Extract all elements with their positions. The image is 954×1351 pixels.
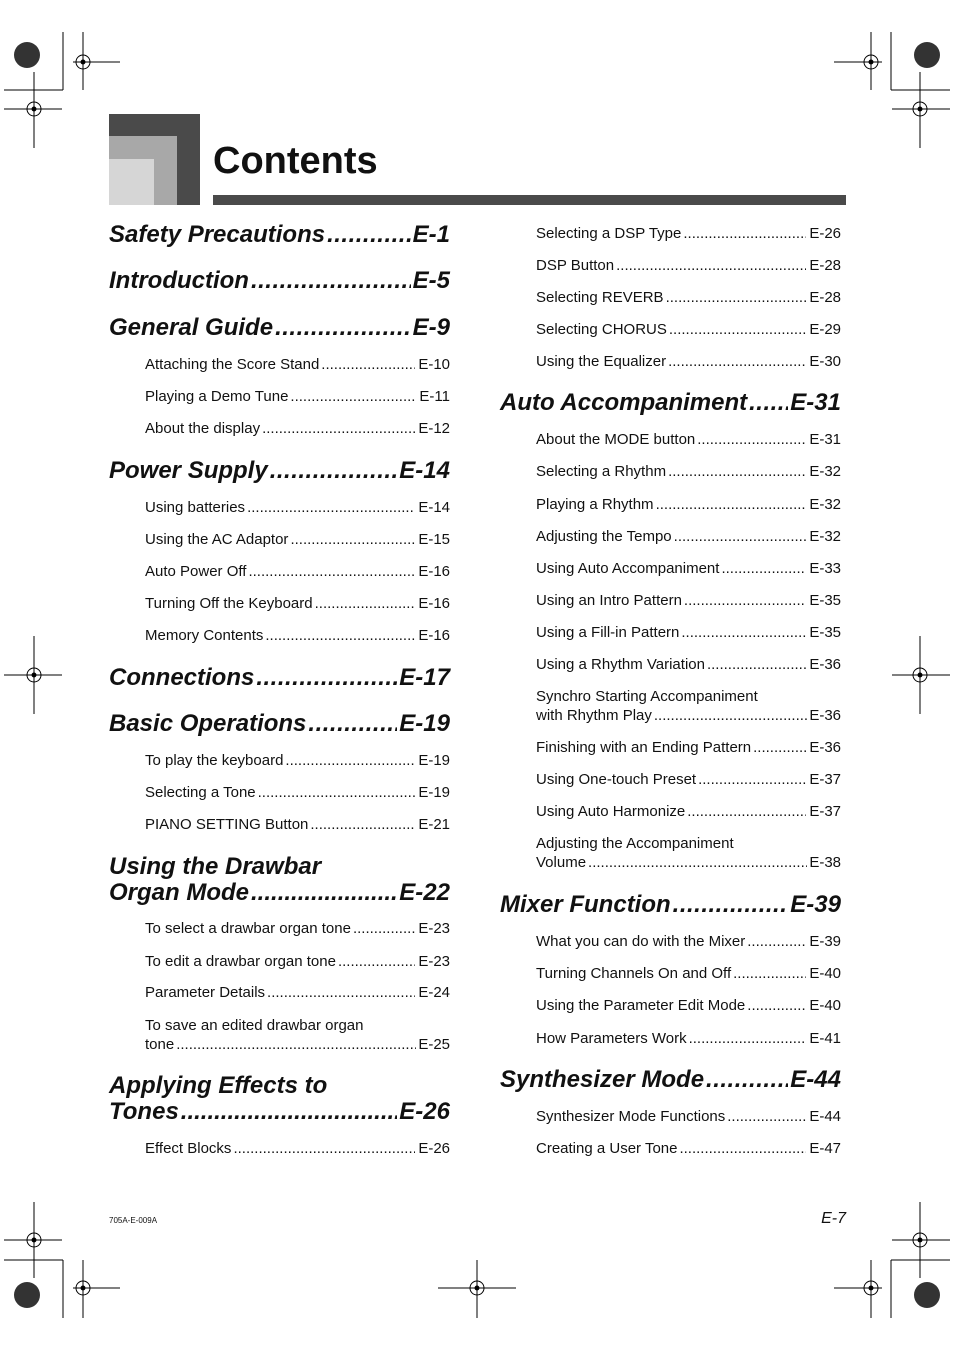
document-code: 705A-E-009A (109, 1216, 158, 1225)
toc-section-mixer-function[interactable]: Mixer Function ..... E-39 (500, 892, 841, 918)
toc-section-drawbar-organ[interactable]: Using the Drawbar Organ Mode ..... E-22 (109, 854, 450, 906)
toc-entry[interactable]: About the display ..... E-12 (145, 419, 450, 438)
toc-entry[interactable]: To edit a drawbar organ tone ..... E-23 (145, 952, 450, 971)
toc-entry[interactable]: Playing a Demo Tune ..... E-11 (145, 387, 450, 406)
toc-entry[interactable]: Using batteries ..... E-14 (145, 498, 450, 517)
header-square-light (109, 159, 154, 205)
page-title: Contents (213, 140, 378, 182)
toc-entry[interactable]: Effect Blocks ..... E-26 (145, 1139, 450, 1158)
toc-entry[interactable]: Auto Power Off ..... E-16 (145, 562, 450, 581)
toc-entry[interactable]: DSP Button ..... E-28 (536, 256, 841, 275)
toc-entry[interactable]: Using Auto Harmonize ..... E-37 (536, 802, 841, 821)
toc-entry[interactable]: How Parameters Work ..... E-41 (536, 1029, 841, 1048)
toc-section-power-supply[interactable]: Power Supply ..... E-14 (109, 458, 450, 484)
toc-entry[interactable]: Playing a Rhythm ..... E-32 (536, 495, 841, 514)
toc-entry[interactable]: Using Auto Accompaniment ..... E-33 (536, 559, 841, 578)
toc-entry[interactable]: Adjusting the Accompaniment Volume ..... E-38 (536, 834, 841, 872)
toc-entry[interactable]: Using a Rhythm Variation ..... E-36 (536, 655, 841, 674)
toc-entry[interactable]: Selecting a Tone ..... E-19 (145, 783, 450, 802)
toc-entry[interactable]: Using an Intro Pattern ..... E-35 (536, 591, 841, 610)
toc-section-connections[interactable]: Connections ..... E-17 (109, 665, 450, 691)
toc-entry[interactable]: Creating a User Tone ..... E-47 (536, 1139, 841, 1158)
toc-entry[interactable]: Parameter Details ..... E-24 (145, 983, 450, 1002)
toc-entry[interactable]: Turning Channels On and Off ..... E-40 (536, 964, 841, 983)
toc-entry[interactable]: About the MODE button ..... E-31 (536, 430, 841, 449)
toc-entry[interactable]: To select a drawbar organ tone ..... E-23 (145, 919, 450, 938)
toc-section-safety[interactable]: Safety Precautions ..... E-1 (109, 222, 450, 248)
toc-entry[interactable]: Using One-touch Preset ..... E-37 (536, 770, 841, 789)
toc-entry[interactable]: Finishing with an Ending Pattern ..... E-36 (536, 738, 841, 757)
toc-entry[interactable]: Synthesizer Mode Functions ..... E-44 (536, 1107, 841, 1126)
toc-entry[interactable]: Selecting REVERB ..... E-28 (536, 288, 841, 307)
toc-entry[interactable]: Selecting CHORUS ..... E-29 (536, 320, 841, 339)
toc-entry[interactable]: Using the Equalizer ..... E-30 (536, 352, 841, 371)
toc-section-basic-operations[interactable]: Basic Operations ..... E-19 (109, 711, 450, 737)
toc-entry[interactable]: PIANO SETTING Button ..... E-21 (145, 815, 450, 834)
toc-entry[interactable]: Memory Contents ..... E-16 (145, 626, 450, 645)
toc-entry[interactable]: Using a Fill-in Pattern ..... E-35 (536, 623, 841, 642)
toc-entry[interactable]: To save an edited drawbar organ tone ..... E-25 (145, 1016, 450, 1054)
toc-section-introduction[interactable]: Introduction ..... E-5 (109, 268, 450, 294)
toc-section-auto-accompaniment[interactable]: Auto Accompaniment ..... E-31 (500, 390, 841, 416)
toc-entry[interactable]: Using the AC Adaptor ..... E-15 (145, 530, 450, 549)
toc-entry[interactable]: Selecting a DSP Type ..... E-26 (536, 224, 841, 243)
page-number: E-7 (821, 1210, 846, 1227)
toc-entry[interactable]: Adjusting the Tempo ..... E-32 (536, 527, 841, 546)
toc-entry[interactable]: Selecting a Rhythm ..... E-32 (536, 462, 841, 481)
toc-entry[interactable]: Turning Off the Keyboard ..... E-16 (145, 594, 450, 613)
toc-section-general-guide[interactable]: General Guide ..... E-9 (109, 315, 450, 341)
toc-entry[interactable]: Using the Parameter Edit Mode ..... E-40 (536, 996, 841, 1015)
toc-entry[interactable]: Synchro Starting Accompaniment with Rhythm Play ..... E-36 (536, 687, 841, 725)
toc-entry[interactable]: What you can do with the Mixer ..... E-39 (536, 932, 841, 951)
toc-section-synthesizer-mode[interactable]: Synthesizer Mode ..... E-44 (500, 1067, 841, 1093)
toc-entry[interactable]: Attaching the Score Stand ..... E-10 (145, 355, 450, 374)
toc-entry[interactable]: To play the keyboard ..... E-19 (145, 751, 450, 770)
toc-section-applying-effects[interactable]: Applying Effects to Tones ..... E-26 (109, 1073, 450, 1125)
header-rule (213, 195, 846, 205)
